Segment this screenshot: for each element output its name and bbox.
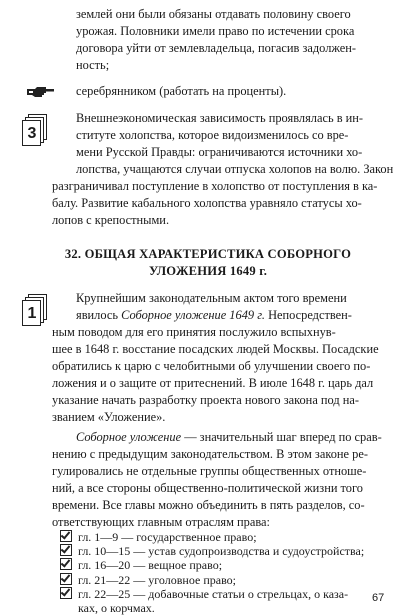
checkbox-checked-icon: [60, 530, 72, 542]
text-line: балу. Развитие кабального холопства уравняло статусы хо-: [52, 196, 362, 210]
text-line: урожая. Половники имели право по истечении срока: [76, 24, 355, 38]
marker-number: 3: [27, 125, 37, 142]
text-line: [76, 307, 352, 323]
text-line: обратились к царю с челобитными об улучшении своего по-: [52, 359, 371, 373]
checklist-text: ках, о корчмах.: [78, 601, 155, 615]
checklist-item: [60, 530, 257, 544]
checklist-item: [60, 587, 348, 601]
checkbox-checked-icon: [60, 587, 72, 599]
text-line: ответствующих главным отраслям права:: [52, 515, 270, 529]
checklist-text: гл. 1—9 — государственное право;: [78, 530, 257, 544]
text-line: ность;: [76, 58, 110, 72]
text-line: званием «Уложение».: [52, 410, 166, 424]
checklist-item: [60, 544, 364, 558]
text-line: шее в 1648 г. восстание посадских людей Москвы. Посадские: [52, 342, 379, 356]
text-line: Внешнеэкономическая зависимость проявлялась в ин-: [76, 111, 364, 125]
text-line: нению с предыдущим законодательством. В этом законе ре-: [52, 447, 368, 461]
book-marker-icon: [22, 294, 48, 326]
page-number: 67: [372, 592, 385, 604]
text-line: гулировались не отдельные группы общественных отноше-: [52, 464, 367, 478]
text-line: ложения и о защите от притеснений. В июле 1648 г. царь дал: [52, 376, 374, 390]
text-line: лопов с крепостными.: [52, 213, 170, 227]
checklist-text: гл. 16—20 — вещное право;: [78, 558, 223, 573]
checklist-item: [60, 573, 236, 587]
text-line: лопства, учащаются случаи отпуска холопов на волю. Закон: [76, 162, 394, 176]
text-line: ституте холопства, которое видоизменилось со вре-: [76, 128, 349, 142]
text-span: явилось: [76, 308, 122, 322]
checklist-text: гл. 10—15 — устав судопроизводства и судоустройства;: [78, 544, 365, 559]
italic-term: Соборное уложение: [76, 430, 182, 444]
text-line: разграничивал поступление в холопство от поступления в ка-: [52, 179, 378, 193]
text-line: ний, а все стороны общественно-политической жизни того: [52, 481, 363, 495]
pointer-item: серебрянником (работать на проценты).: [76, 84, 287, 98]
text-span: Непосредствен-: [264, 308, 352, 322]
checklist-text: гл. 21—22 — уголовное право;: [78, 572, 236, 587]
checkbox-checked-icon: [60, 544, 72, 556]
text-line: землей они были обязаны отдавать половину своего: [76, 7, 351, 21]
text-line: ным поводом для его принятия послужило вспыхнув-: [52, 325, 336, 339]
checkbox-checked-icon: [60, 573, 72, 585]
italic-term: Соборное уложение 1649 г.: [121, 308, 265, 322]
checklist-item: [60, 558, 222, 572]
checkbox-checked-icon: [60, 558, 72, 570]
marker-number: 1: [27, 305, 37, 322]
text-line: времени. Все главы можно объединить в пять разделов, со-: [52, 498, 365, 512]
book-marker-icon: [22, 114, 48, 146]
text-line: Крупнейшим законодательным актом того времени: [76, 291, 347, 305]
text-line: договора уйти от землевладельца, погасив задолжен-: [76, 41, 357, 55]
text-line: [76, 429, 382, 445]
text-line: мени Русской Правды: ограничиваются источники хо-: [76, 145, 363, 159]
text-span: — значительный шаг вперед по срав-: [181, 430, 382, 444]
text-line: указание начать разработку проекта нового закона под на-: [52, 393, 360, 407]
section-title: 32. ОБЩАЯ ХАРАКТЕРИСТИКА СОБОРНОГО: [64, 247, 352, 261]
pointing-hand-icon: [26, 85, 56, 99]
checklist-text: гл. 22—25 — добавочные статьи о стрельцах, о каза-: [78, 586, 349, 601]
section-title: УЛОЖЕНИЯ 1649 г.: [148, 264, 268, 278]
